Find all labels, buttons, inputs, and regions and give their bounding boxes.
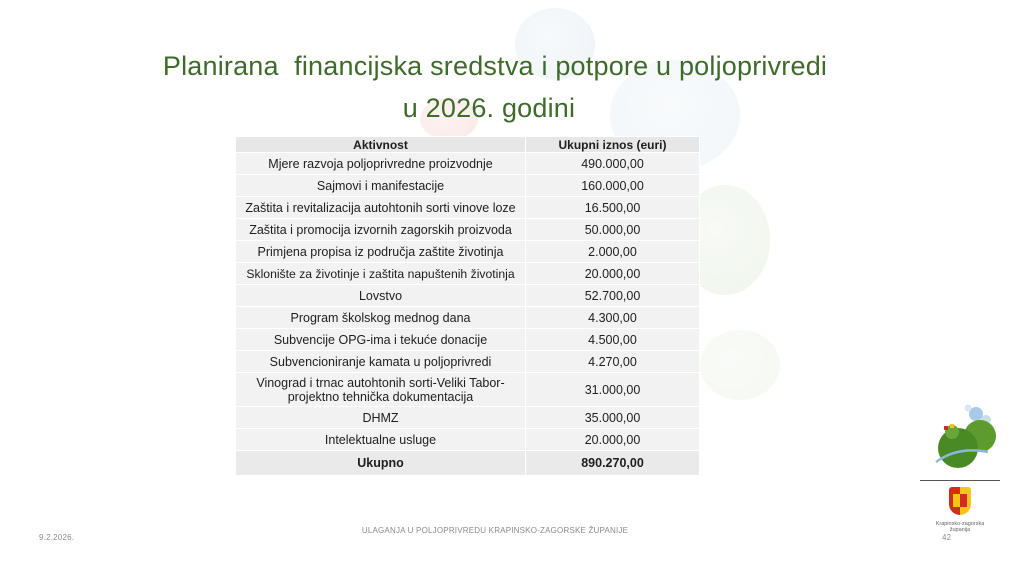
amount-cell: 52.700,00 (526, 285, 700, 307)
activity-cell: Subvencije OPG-ima i tekuće donacije (236, 329, 526, 351)
amount-cell: 4.300,00 (526, 307, 700, 329)
amount-cell: 20.000,00 (526, 263, 700, 285)
amount-cell: 2.000,00 (526, 241, 700, 263)
crest-caption: Krapinsko-zagorska županija (935, 521, 985, 533)
activity-cell: Vinograd i trnac autohtonih sorti-Veliki Tabor-projektno tehnička dokumentacija (236, 373, 526, 407)
amount-cell: 35.000,00 (526, 407, 700, 429)
table-row (236, 219, 700, 241)
activity-cell: Program školskog mednog dana (236, 307, 526, 329)
activity-cell: Lovstvo (236, 285, 526, 307)
table-row (236, 407, 700, 429)
column-header-amount: Ukupni iznos (euri) (526, 137, 700, 153)
activity-cell: Sajmovi i manifestacije (236, 175, 526, 197)
activity-cell: Intelektualne usluge (236, 429, 526, 451)
table-header-row (236, 137, 700, 153)
green-hills-logo-icon (928, 402, 1000, 474)
activity-cell: Zaštita i promocija izvornih zagorskih proizvoda (236, 219, 526, 241)
county-crest-icon (949, 487, 971, 515)
total-label: Ukupno (236, 451, 526, 476)
total-amount: 890.270,00 (526, 451, 700, 476)
amount-cell: 20.000,00 (526, 429, 700, 451)
page-number: 42 (942, 533, 952, 542)
amount-cell: 50.000,00 (526, 219, 700, 241)
table-row (236, 241, 700, 263)
table-row (236, 429, 700, 451)
amount-cell: 160.000,00 (526, 175, 700, 197)
activity-cell: Sklonište za životinje i zaštita napuštenih životinja (236, 263, 526, 285)
activity-cell: DHMZ (236, 407, 526, 429)
activity-cell: Zaštita i revitalizacija autohtonih sorti vinove loze (236, 197, 526, 219)
table-row (236, 351, 700, 373)
activity-cell: Subvencioniranje kamata u poljoprivredi (236, 351, 526, 373)
footer-date: 9.2.2026. (39, 533, 75, 542)
table-row (236, 329, 700, 351)
slide-title-line2: u 2026. godini (402, 93, 576, 123)
table-row (236, 263, 700, 285)
total-row (236, 451, 700, 476)
table-row (236, 307, 700, 329)
amount-cell: 16.500,00 (526, 197, 700, 219)
budget-table (235, 136, 700, 476)
table-row (236, 285, 700, 307)
table-row (236, 153, 700, 175)
decor-bubble (700, 330, 780, 400)
footer-title: ULAGANJA U POLJOPRIVREDU KRAPINSKO-ZAGORSKE ŽUPANIJE (361, 526, 629, 535)
table-row (236, 175, 700, 197)
amount-cell: 490.000,00 (526, 153, 700, 175)
slide-title-line1: Planirana financijska sredstva i potpore u poljoprivredi (162, 51, 828, 81)
logo-divider (920, 480, 1000, 481)
amount-cell: 31.000,00 (526, 373, 700, 407)
activity-cell: Mjere razvoja poljoprivredne proizvodnje (236, 153, 526, 175)
activity-cell: Primjena propisa iz područja zaštite životinja (236, 241, 526, 263)
amount-cell: 4.270,00 (526, 351, 700, 373)
column-header-activity: Aktivnost (236, 137, 526, 153)
amount-cell: 4.500,00 (526, 329, 700, 351)
table-row (236, 373, 700, 407)
table-row (236, 197, 700, 219)
